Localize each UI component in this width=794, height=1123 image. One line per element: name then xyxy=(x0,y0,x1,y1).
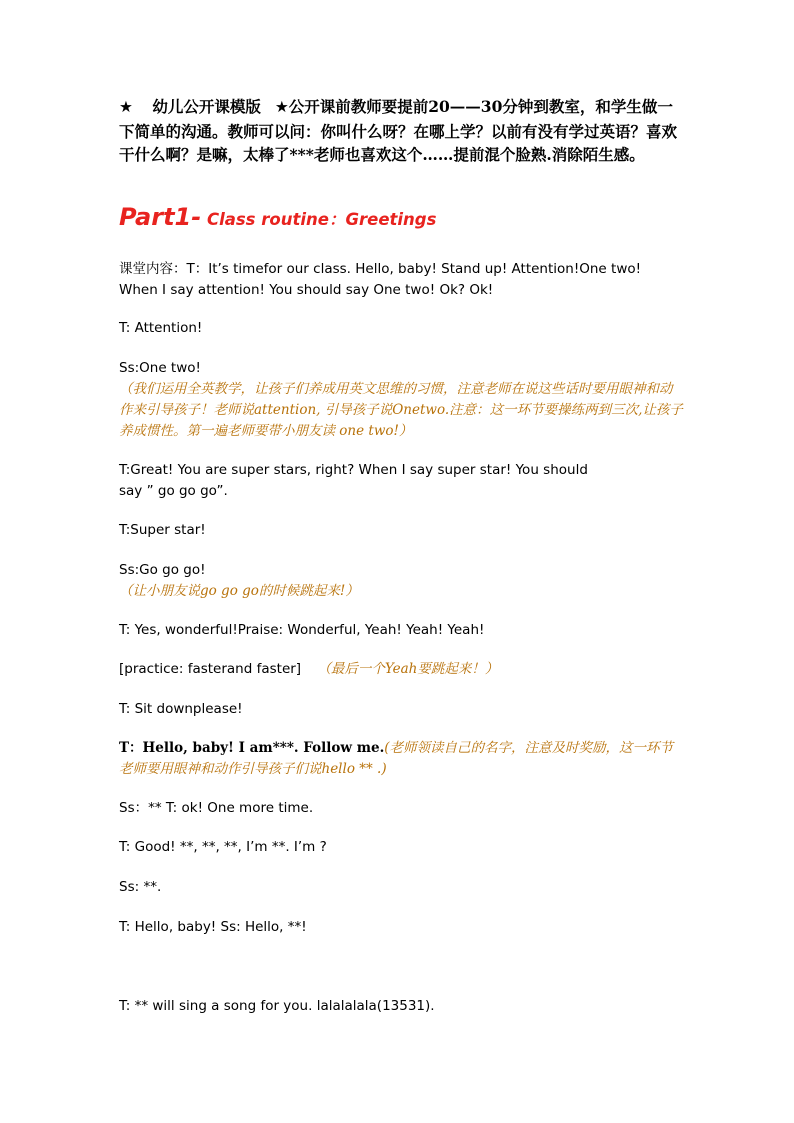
content-line-2: T: Attention! xyxy=(119,320,203,336)
content-line-13: Ss: **. xyxy=(119,879,162,895)
content-line-10 xyxy=(119,738,684,780)
teacher-note-4: (老师领读自己的名字，注意及时奖励，这一环节老师要用眼神和动作引导孩子们说hello ** .) xyxy=(119,740,674,777)
content-line-1: 课堂内容：T：It’s timefor our class. Hello, baby! Stand up! Attention!One two! When I say attention! You should say One two! Ok? Ok! xyxy=(119,261,642,298)
intro-title: 幼儿公开课模版 xyxy=(152,97,261,116)
star-icon: ★ xyxy=(119,98,133,116)
content-line-9: T: Sit downplease! xyxy=(119,701,243,717)
content-line-4a: T:Great! You are super stars, right? When I say super star! You should xyxy=(119,462,588,478)
content-line-11: Ss：** T: ok! One more time. xyxy=(119,800,314,816)
intro-paragraph xyxy=(119,95,684,167)
teacher-intro-text: T：Hello, baby! I am***. Follow me. xyxy=(119,740,385,756)
section-heading xyxy=(119,203,684,231)
teacher-note-1: （我们运用全英教学，让孩子们养成用英文思维的习惯，注意老师在说这些话时要用眼神和动作来引导孩子！老师说attention, 引导孩子说Onetwo.注意：这一环节要操练两到三次,让孩子养成惯性。第一遍老师要带小朋友读 one two!） xyxy=(119,381,683,439)
content-line-7: T: Yes, wonderful!Praise: Wonderful, Yeah! Yeah! Yeah! xyxy=(119,622,485,638)
content-line-4b: say ” go go go”. xyxy=(119,483,228,499)
star-icon: ★ xyxy=(274,98,289,116)
intro-text: 公开课前教师要提前20——30分钟到教室，和学生做一下简单的沟通。教师可以问：你叫什么呀？在哪上学？以前有没有学过英语？喜欢干什么啊？是嘛，太棒了***老师也喜欢这个……提前混个脸熟.消除陌生感。 xyxy=(119,97,678,164)
practice-label: [practice: fasterand faster] xyxy=(119,661,302,677)
content-line-6: Ss:Go go go! xyxy=(119,562,206,578)
heading-part: Part1- xyxy=(119,203,202,231)
heading-title: Class routine：Greetings xyxy=(201,210,437,229)
content-line-14: T: Hello, baby! Ss: Hello, **! xyxy=(119,919,307,935)
teacher-note-3: （最后一个Yeah要跳起来！） xyxy=(317,661,499,677)
teacher-note-2: （让小朋友说go go go的时候跳起来!） xyxy=(119,583,359,599)
content-line-5: T:Super star! xyxy=(119,522,206,538)
content-line-3: Ss:One two! xyxy=(119,360,201,376)
content-line-12: T: Good! **, **, **, I’m **. I’m ? xyxy=(119,839,327,855)
content-line-8 xyxy=(119,659,684,680)
content-line-15: T: ** will sing a song for you. lalalalala(13531). xyxy=(119,998,435,1014)
